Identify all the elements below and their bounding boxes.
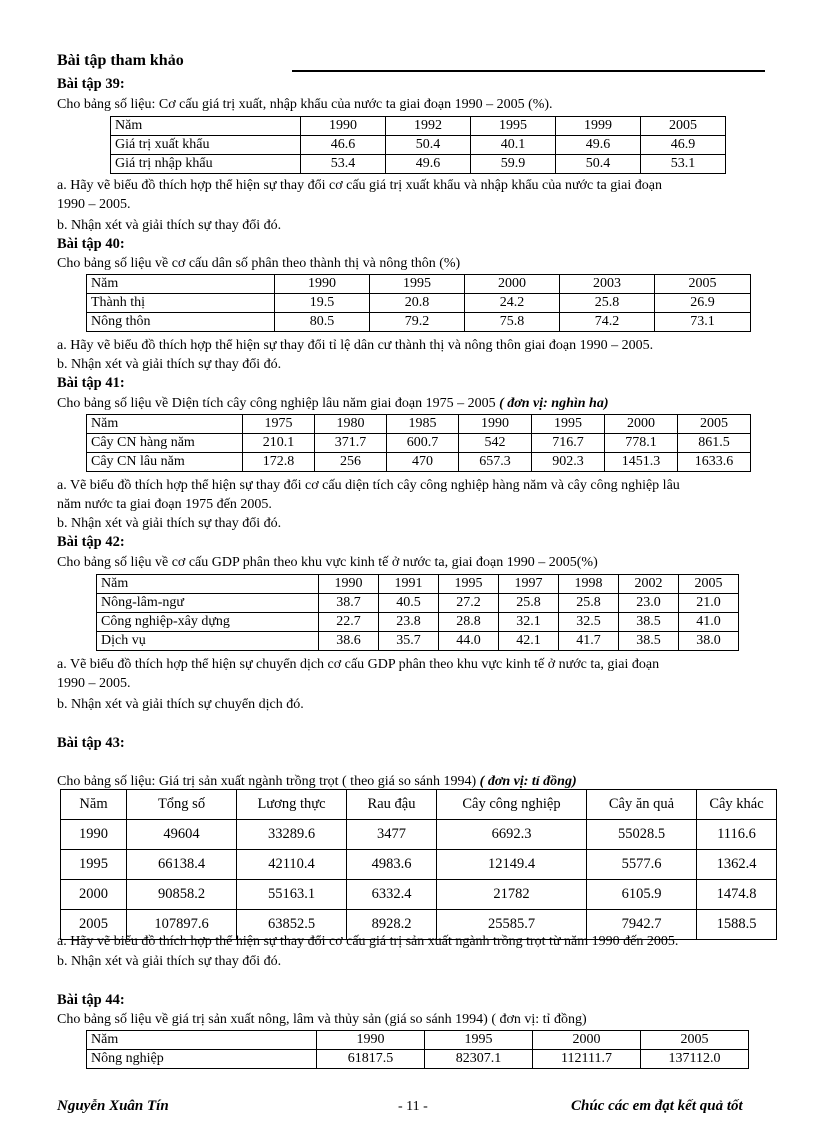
table-header-cell: 1998: [559, 575, 619, 594]
table-cell: 26.9: [655, 294, 751, 313]
table-cell: 8928.2: [347, 910, 437, 940]
table-header-cell: 1990: [319, 575, 379, 594]
table-header-cell: 2005: [641, 117, 726, 136]
table-header-cell: Cây ăn quả: [587, 790, 697, 820]
table-cell: 38.5: [619, 632, 679, 651]
ex40-question-a: a. Hãy vẽ biểu đồ thích hợp thể hiện sự thay đổi tỉ lệ dân cư thành thị và nông thôn giai đoạn 1990 – 2005.: [57, 338, 654, 353]
table-cell: 172.8: [243, 453, 315, 472]
table-cell: 90858.2: [127, 880, 237, 910]
ex41-question-b: b. Nhận xét và giải thích sự thay đổi đó.: [57, 516, 282, 531]
table-cell: 256: [315, 453, 387, 472]
table-header-cell: 2005: [679, 575, 739, 594]
table-header-cell: Cây công nghiệp: [437, 790, 587, 820]
table-cell: 6332.4: [347, 880, 437, 910]
table-cell: 210.1: [243, 434, 315, 453]
table-header-cell: 2000: [465, 275, 560, 294]
table-cell: 63852.5: [237, 910, 347, 940]
table-header-row: [61, 790, 777, 820]
table-header-cell: Lương thực: [237, 790, 347, 820]
ex40-title: Bài tập 40:: [57, 236, 125, 252]
table-header-cell: 1990: [275, 275, 370, 294]
table-cell: 80.5: [275, 313, 370, 332]
table-cell: 42110.4: [237, 850, 347, 880]
table-header-row: [111, 117, 726, 136]
table-row: [61, 820, 777, 850]
table-row: [111, 155, 726, 174]
ex41-title: Bài tập 41:: [57, 375, 125, 391]
table-cell: 5577.6: [587, 850, 697, 880]
ex39-title: Bài tập 39:: [57, 76, 125, 92]
ex39-table: [110, 116, 726, 174]
ex41-table: [86, 414, 751, 472]
table-cell: 40.5: [379, 594, 439, 613]
ex42-question-a-cont: 1990 – 2005.: [57, 676, 131, 691]
table-row: [87, 453, 751, 472]
table-cell: Cây CN lâu năm: [87, 453, 243, 472]
table-row: [97, 594, 739, 613]
table-cell: 38.0: [679, 632, 739, 651]
table-header-cell: 1990: [459, 415, 532, 434]
table-cell: 50.4: [386, 136, 471, 155]
table-cell: 1116.6: [697, 820, 777, 850]
table-cell: 2000: [61, 880, 127, 910]
table-cell: 1451.3: [605, 453, 678, 472]
table-cell: 25.8: [499, 594, 559, 613]
table-cell: 1474.8: [697, 880, 777, 910]
table-cell: 38.5: [619, 613, 679, 632]
table-cell: 25.8: [559, 594, 619, 613]
table-cell: Dịch vụ: [97, 632, 319, 651]
ex43-intro-text: Cho bảng số liệu: Giá trị sản xuất ngành trồng trọt ( theo giá so sánh 1994): [57, 774, 477, 789]
ex39-question-a-cont: 1990 – 2005.: [57, 197, 131, 212]
table-cell: 600.7: [387, 434, 459, 453]
table-header-row: [87, 415, 751, 434]
table-cell: 23.8: [379, 613, 439, 632]
table-cell: 3477: [347, 820, 437, 850]
table-cell: 27.2: [439, 594, 499, 613]
table-header-cell: 2002: [619, 575, 679, 594]
ex44-intro: Cho bảng số liệu về giá trị sản xuất nông, lâm và thủy sản (giá so sánh 1994) ( đơn vị: tỉ đồng): [57, 1012, 587, 1027]
table-cell: 40.1: [471, 136, 556, 155]
ex41-intro-text: Cho bảng số liệu về Diện tích cây công nghiệp lâu năm giai đoạn 1975 – 2005: [57, 396, 496, 411]
table-cell: 49.6: [556, 136, 641, 155]
table-cell: 21782: [437, 880, 587, 910]
table-cell: 38.7: [319, 594, 379, 613]
table-cell: 25585.7: [437, 910, 587, 940]
table-cell: 49604: [127, 820, 237, 850]
table-cell: 53.1: [641, 155, 726, 174]
table-cell: 55028.5: [587, 820, 697, 850]
table-header-cell: 1990: [317, 1031, 425, 1050]
table-cell: 21.0: [679, 594, 739, 613]
table-header-cell: Năm: [97, 575, 319, 594]
table-header-cell: Năm: [87, 1031, 317, 1050]
table-cell: 22.7: [319, 613, 379, 632]
table-row: [61, 880, 777, 910]
ex41-question-a-cont: năm nước ta giai đoạn 1975 đến 2005.: [57, 497, 272, 512]
ex42-table: [96, 574, 739, 651]
table-cell: 2005: [61, 910, 127, 940]
table-row: [97, 632, 739, 651]
table-header-cell: 2005: [678, 415, 751, 434]
table-cell: 902.3: [532, 453, 605, 472]
table-header-cell: Rau đậu: [347, 790, 437, 820]
table-cell: Giá trị xuất khẩu: [111, 136, 301, 155]
ex39-question-b: b. Nhận xét và giải thích sự thay đổi đó.: [57, 218, 282, 233]
table-cell: 4983.6: [347, 850, 437, 880]
table-header-row: [87, 275, 751, 294]
table-cell: 1633.6: [678, 453, 751, 472]
table-header-cell: 1992: [386, 117, 471, 136]
table-cell: 33289.6: [237, 820, 347, 850]
table-cell: 38.6: [319, 632, 379, 651]
table-header-cell: 1990: [301, 117, 386, 136]
table-cell: 6692.3: [437, 820, 587, 850]
ex40-intro: Cho bảng số liệu về cơ cấu dân số phân theo thành thị và nông thôn (%): [57, 256, 461, 271]
table-row: [97, 613, 739, 632]
table-row: [87, 434, 751, 453]
table-cell: 74.2: [560, 313, 655, 332]
table-cell: Thành thị: [87, 294, 275, 313]
table-cell: 41.0: [679, 613, 739, 632]
table-cell: Nông nghiệp: [87, 1050, 317, 1069]
table-cell: 73.1: [655, 313, 751, 332]
ex42-question-a: a. Vẽ biểu đồ thích hợp thể hiện sự chuyển dịch cơ cấu GDP phân theo khu vực kinh tế ở nước ta, giai đoạn: [57, 657, 660, 672]
table-header-cell: 1991: [379, 575, 439, 594]
table-cell: 55163.1: [237, 880, 347, 910]
table-header-cell: Năm: [87, 275, 275, 294]
table-header-cell: 1995: [370, 275, 465, 294]
table-header-cell: Năm: [111, 117, 301, 136]
table-cell: 1990: [61, 820, 127, 850]
table-header-cell: 1975: [243, 415, 315, 434]
table-cell: 137112.0: [641, 1050, 749, 1069]
table-header-cell: 1997: [499, 575, 559, 594]
ex43-title: Bài tập 43:: [57, 735, 125, 751]
table-row: [87, 313, 751, 332]
table-cell: 59.9: [471, 155, 556, 174]
table-header-cell: 2000: [605, 415, 678, 434]
table-header-cell: Cây khác: [697, 790, 777, 820]
ex42-intro: Cho bảng số liệu về cơ cấu GDP phân theo khu vực kinh tế ở nước ta, giai đoạn 1990 – 2005(%): [57, 555, 598, 570]
ex44-table: [86, 1030, 749, 1069]
table-header-cell: Tổng số: [127, 790, 237, 820]
table-cell: 23.0: [619, 594, 679, 613]
table-cell: 371.7: [315, 434, 387, 453]
table-cell: 20.8: [370, 294, 465, 313]
table-cell: 7942.7: [587, 910, 697, 940]
table-cell: 19.5: [275, 294, 370, 313]
ex41-intro: [57, 395, 609, 413]
table-cell: 778.1: [605, 434, 678, 453]
table-header-cell: 1995: [425, 1031, 533, 1050]
table-cell: 25.8: [560, 294, 655, 313]
table-row: [87, 294, 751, 313]
footer-author: Nguyễn Xuân Tín: [57, 1098, 169, 1114]
ex41-unit: ( đơn vị: nghìn ha): [499, 396, 609, 411]
table-cell: Công nghiệp-xây dựng: [97, 613, 319, 632]
table-cell: Giá trị nhập khẩu: [111, 155, 301, 174]
table-header-cell: 2005: [655, 275, 751, 294]
table-cell: 716.7: [532, 434, 605, 453]
table-cell: Nông-lâm-ngư: [97, 594, 319, 613]
table-header-cell: Năm: [61, 790, 127, 820]
table-cell: 1362.4: [697, 850, 777, 880]
table-cell: 35.7: [379, 632, 439, 651]
ex43-question-b: b. Nhận xét và giải thích sự thay đổi đó.: [57, 954, 282, 969]
table-cell: 32.5: [559, 613, 619, 632]
ex42-title: Bài tập 42:: [57, 534, 125, 550]
table-header-cell: 2000: [533, 1031, 641, 1050]
table-row: [61, 850, 777, 880]
table-header-cell: 1995: [471, 117, 556, 136]
table-cell: 1588.5: [697, 910, 777, 940]
table-cell: 46.9: [641, 136, 726, 155]
table-cell: 75.8: [465, 313, 560, 332]
table-cell: 112111.7: [533, 1050, 641, 1069]
table-cell: Nông thôn: [87, 313, 275, 332]
table-row: [111, 136, 726, 155]
heading-rule: [292, 70, 765, 72]
table-cell: 66138.4: [127, 850, 237, 880]
table-header-cell: 2003: [560, 275, 655, 294]
table-cell: 107897.6: [127, 910, 237, 940]
table-cell: 12149.4: [437, 850, 587, 880]
table-cell: 542: [459, 434, 532, 453]
table-cell: 50.4: [556, 155, 641, 174]
table-header-row: [97, 575, 739, 594]
ex43-table: [60, 789, 777, 940]
table-header-cell: 1995: [532, 415, 605, 434]
ex44-title: Bài tập 44:: [57, 992, 125, 1008]
table-cell: Cây CN hàng năm: [87, 434, 243, 453]
table-cell: 42.1: [499, 632, 559, 651]
ex39-intro: Cho bảng số liệu: Cơ cấu giá trị xuất, nhập khẩu của nước ta giai đoạn 1990 – 2005 (%).: [57, 97, 553, 112]
table-row: [87, 1050, 749, 1069]
ex40-table: [86, 274, 751, 332]
table-cell: 32.1: [499, 613, 559, 632]
table-header-cell: 2005: [641, 1031, 749, 1050]
section-heading: Bài tập tham khảo: [57, 52, 184, 69]
page-number: - 11 -: [398, 1099, 428, 1114]
table-cell: 861.5: [678, 434, 751, 453]
table-header-cell: 1980: [315, 415, 387, 434]
ex43-question-a: a. Hãy vẽ biểu đồ thích hợp thể hiện sự thay đổi cơ cấu giá trị sản xuất ngành trồng trọt từ năm 1990 đến 2005.: [57, 934, 679, 949]
table-header-cell: 1999: [556, 117, 641, 136]
table-cell: 24.2: [465, 294, 560, 313]
ex42-question-b: b. Nhận xét và giải thích sự chuyển dịch đó.: [57, 697, 304, 712]
table-cell: 49.6: [386, 155, 471, 174]
ex43-unit: ( đơn vị: tỉ đồng): [479, 774, 577, 789]
table-cell: 41.7: [559, 632, 619, 651]
table-cell: 79.2: [370, 313, 465, 332]
table-cell: 6105.9: [587, 880, 697, 910]
table-cell: 28.8: [439, 613, 499, 632]
table-cell: 470: [387, 453, 459, 472]
table-header-cell: 1985: [387, 415, 459, 434]
table-cell: 53.4: [301, 155, 386, 174]
table-cell: 46.6: [301, 136, 386, 155]
table-cell: 82307.1: [425, 1050, 533, 1069]
table-header-cell: 1995: [439, 575, 499, 594]
ex39-question-a: a. Hãy vẽ biểu đồ thích hợp thể hiện sự thay đổi cơ cấu giá trị xuất khẩu và nhập khẩu của nước ta giai đoạn: [57, 178, 662, 193]
table-header-cell: Năm: [87, 415, 243, 434]
ex41-question-a: a. Vẽ biểu đồ thích hợp thể hiện sự thay đổi cơ cấu diện tích cây công nghiệp hàng năm và cây công nghiệp lâu: [57, 478, 680, 493]
table-cell: 1995: [61, 850, 127, 880]
footer-wish: Chúc các em đạt kết quả tốt: [571, 1098, 743, 1114]
table-header-row: [87, 1031, 749, 1050]
table-cell: 61817.5: [317, 1050, 425, 1069]
ex40-question-b: b. Nhận xét và giải thích sự thay đổi đó.: [57, 357, 282, 372]
table-cell: 44.0: [439, 632, 499, 651]
table-cell: 657.3: [459, 453, 532, 472]
